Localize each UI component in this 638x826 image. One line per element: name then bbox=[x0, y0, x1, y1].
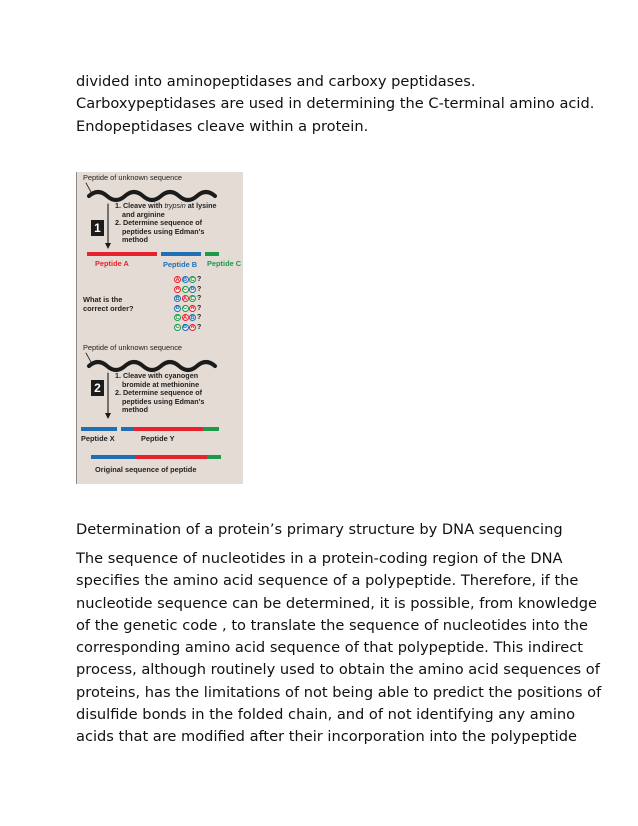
peptide-a-circle: A bbox=[190, 305, 195, 311]
question-line-1: What is the bbox=[83, 295, 123, 304]
body-line: proteins, has the limitations of not being able to predict the positions of bbox=[76, 683, 602, 701]
section-heading: Determination of a protein’s primary structure by DNA sequencing bbox=[76, 521, 563, 538]
order-option-row bbox=[174, 304, 201, 313]
peptide-c-circle: C bbox=[182, 286, 188, 292]
question-mark: ? bbox=[197, 314, 202, 321]
peptide-sequencing-figure bbox=[76, 172, 243, 484]
peptide-y-bar-end bbox=[203, 427, 219, 431]
peptide-a-circle: A bbox=[175, 286, 180, 292]
peptide-a-circle: A bbox=[175, 276, 180, 283]
body-line: of the genetic code , to translate the sequence of nucleotides into the bbox=[76, 616, 589, 634]
step1-instruction-5: method bbox=[122, 235, 148, 244]
step2-instruction-4: peptides using Edman's bbox=[122, 396, 205, 406]
peptide-wave-2 bbox=[89, 362, 215, 370]
peptide-a-circle: A bbox=[182, 295, 188, 302]
peptide-b-circle: B bbox=[182, 276, 188, 283]
peptide-a-circle: A bbox=[190, 324, 195, 330]
question-mark: ? bbox=[197, 304, 202, 312]
peptide-a-circle: A bbox=[182, 314, 188, 321]
peptide-b-circle: B bbox=[175, 295, 180, 302]
question-mark: ? bbox=[197, 295, 202, 302]
step1-instruction-3: 2. Determine sequence of bbox=[115, 218, 203, 227]
peptide-c-label: Peptide C bbox=[207, 259, 242, 268]
body-line: nucleotide sequence can be determined, it is possible, from knowledge bbox=[76, 594, 598, 612]
section-paragraph bbox=[76, 548, 602, 749]
peptide-b-circle: B bbox=[190, 314, 195, 321]
peptide-pointer-2 bbox=[86, 353, 91, 362]
step2-instruction-5: method bbox=[122, 405, 148, 414]
question-line-2: correct order? bbox=[83, 304, 134, 313]
peptide-a-bar bbox=[87, 252, 157, 256]
body-line: process, although routinely used to obtain the amino acid sequences of bbox=[76, 661, 600, 679]
original-seg-a bbox=[135, 455, 207, 459]
question-mark: ? bbox=[197, 285, 202, 293]
peptide-c-circle: C bbox=[182, 305, 188, 311]
peptide-wave-1 bbox=[89, 192, 215, 200]
peptide-b-circle: B bbox=[190, 286, 195, 292]
order-option-row bbox=[174, 323, 201, 332]
peptide-y-label: Peptide Y bbox=[141, 434, 175, 443]
step2-caption: Peptide of unknown sequence bbox=[83, 343, 183, 352]
step2-instruction-3: 2. Determine sequence of bbox=[115, 388, 203, 397]
body-line: acids that are modified after their incorporation into the polypeptide bbox=[76, 728, 577, 746]
original-seg-c bbox=[207, 455, 221, 459]
question-mark: ? bbox=[197, 276, 202, 283]
intro-line: Carboxypeptidases are used in determining the C-terminal amino acid. bbox=[76, 95, 595, 113]
peptide-y-bar-start bbox=[121, 427, 133, 431]
intro-line: Endopeptidases cleave within a protein. bbox=[76, 117, 369, 135]
order-option-row bbox=[174, 294, 201, 303]
peptide-c-bar bbox=[205, 252, 219, 256]
body-line: specifies the amino acid sequence of a polypeptide. Therefore, if the bbox=[76, 572, 579, 590]
intro-line: divided into aminopeptidases and carboxy peptidases. bbox=[76, 73, 476, 90]
peptide-b-circle: B bbox=[175, 305, 180, 311]
peptide-b-label: Peptide B bbox=[163, 260, 198, 269]
peptide-c-circle: C bbox=[175, 324, 180, 330]
step2-instruction-1: 1. Cleave with cyanogen bbox=[115, 371, 199, 380]
peptide-c-circle: C bbox=[190, 295, 195, 302]
order-option-row bbox=[174, 275, 201, 284]
arrowhead-1 bbox=[105, 243, 111, 249]
peptide-pointer-1 bbox=[86, 183, 91, 192]
peptide-c-circle: C bbox=[175, 314, 180, 321]
peptide-c-circle: C bbox=[190, 276, 195, 283]
order-option-row bbox=[174, 285, 201, 294]
step-badge-1: 1 bbox=[91, 220, 104, 236]
step2-instruction-2: bromide at methionine bbox=[122, 379, 200, 389]
body-line: corresponding amino acid sequence of that polypeptide. This indirect bbox=[76, 639, 583, 657]
step1-instruction-2: and arginine bbox=[122, 209, 165, 219]
question-mark: ? bbox=[197, 323, 202, 331]
step-badge-2: 2 bbox=[91, 380, 104, 396]
intro-paragraph bbox=[76, 71, 595, 138]
peptide-x-bar bbox=[81, 427, 117, 431]
original-sequence-label: Original sequence of peptide bbox=[95, 465, 197, 474]
step1-caption: Peptide of unknown sequence bbox=[83, 173, 183, 182]
body-line: disulfide bonds in the folded chain, and of not identifying any amino bbox=[76, 706, 576, 724]
step1-instruction-4: peptides using Edman's bbox=[122, 226, 205, 236]
step1-instruction-1: 1. Cleave with trypsin at lysine bbox=[115, 201, 217, 210]
order-option-row bbox=[174, 313, 201, 322]
body-line: The sequence of nucleotides in a protein-coding region of the DNA bbox=[76, 550, 563, 567]
peptide-a-label: Peptide A bbox=[95, 259, 129, 268]
peptide-y-bar-mid bbox=[133, 427, 203, 431]
arrowhead-2 bbox=[105, 413, 111, 419]
peptide-b-circle: B bbox=[182, 324, 188, 330]
peptide-x-label: Peptide X bbox=[81, 434, 115, 443]
original-seg-b bbox=[91, 455, 135, 459]
peptide-b-bar bbox=[161, 252, 201, 256]
